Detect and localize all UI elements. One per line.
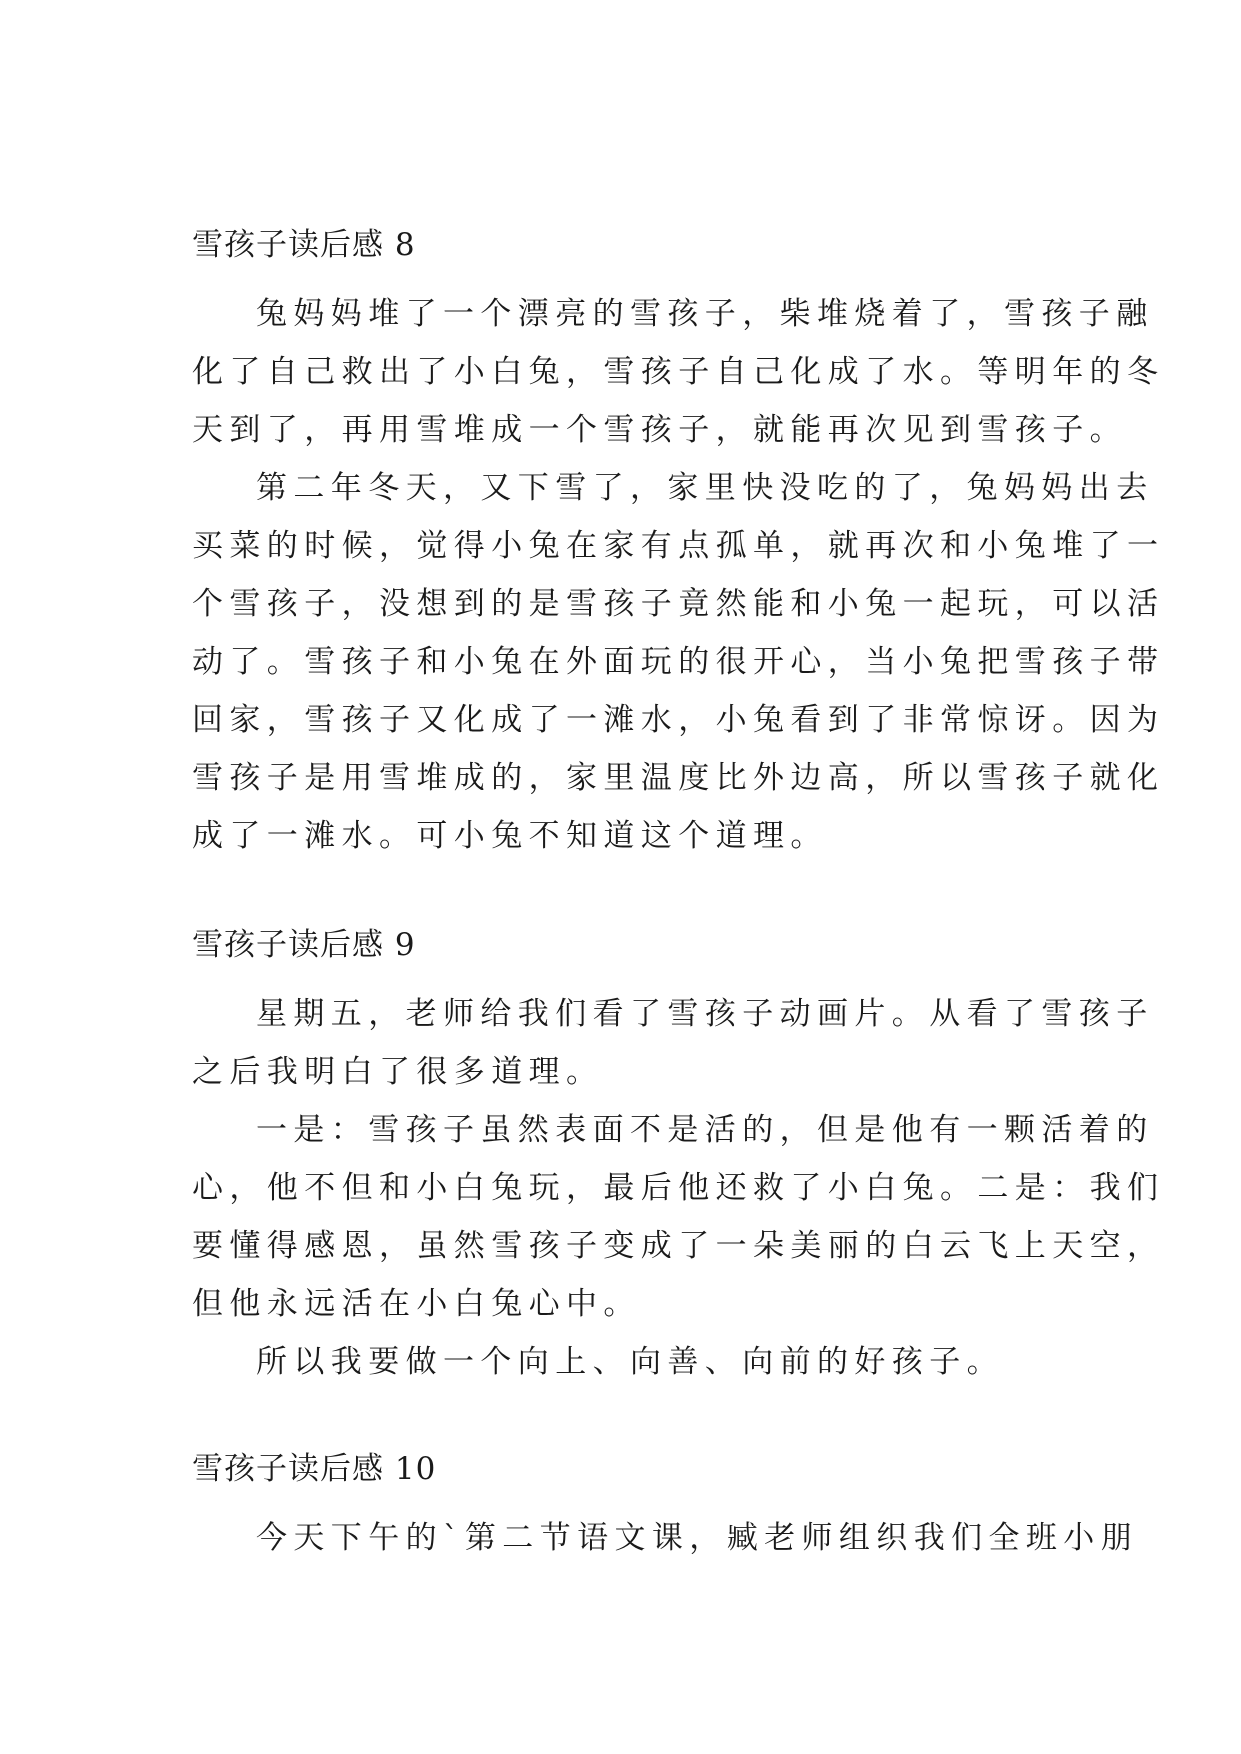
section-8	[192, 224, 1165, 865]
section-heading: 雪孩子读后感 10	[192, 1451, 437, 1487]
section-heading: 雪孩子读后感 8	[192, 227, 416, 263]
section-heading: 雪孩子读后感 9	[192, 927, 416, 963]
text-line: 成了一滩水。可小兔不知道这个道理。	[192, 818, 828, 854]
text-line: 但他永远活在小白兔心中。	[192, 1286, 641, 1322]
text-line: 个雪孩子，没想到的是雪孩子竟然能和小兔一起玩，可以活	[192, 586, 1165, 622]
text-line: 化了自己救出了小白兔，雪孩子自己化成了水。等明年的冬	[192, 354, 1165, 390]
text-line: 所以我要做一个向上、向善、向前的好孩子。	[256, 1344, 1004, 1380]
text-line: 今天下午的`第二节语文课，臧老师组织我们全班小朋	[256, 1520, 1139, 1556]
text-line: 要懂得感恩，虽然雪孩子变成了一朵美丽的白云飞上天空，	[192, 1228, 1165, 1264]
paragraph	[192, 1101, 1165, 1333]
text-line: 心，他不但和小白兔玩，最后他还救了小白兔。二是：我们	[192, 1170, 1165, 1206]
paragraph	[192, 1509, 1139, 1567]
text-line: 动了。雪孩子和小兔在外面玩的很开心，当小兔把雪孩子带	[192, 644, 1165, 680]
paragraph	[192, 285, 1165, 459]
text-line: 一是：雪孩子虽然表面不是活的，但是他有一颗活着的	[256, 1112, 1154, 1148]
text-line: 雪孩子是用雪堆成的，家里温度比外边高，所以雪孩子就化	[192, 760, 1165, 796]
text-line: 天到了，再用雪堆成一个雪孩子，就能再次见到雪孩子。	[192, 412, 1127, 448]
text-line: 买菜的时候，觉得小兔在家有点孤单，就再次和小兔堆了一	[192, 528, 1165, 564]
text-line: 之后我明白了很多道理。	[192, 1054, 604, 1090]
text-line: 第二年冬天，又下雪了，家里快没吃的了，兔妈妈出去	[256, 470, 1154, 506]
text-line: 兔妈妈堆了一个漂亮的雪孩子，柴堆烧着了，雪孩子融	[256, 296, 1154, 332]
section-10	[192, 1448, 1139, 1567]
text-line: 星期五，老师给我们看了雪孩子动画片。从看了雪孩子	[256, 996, 1154, 1032]
text-line: 回家，雪孩子又化成了一滩水，小兔看到了非常惊讶。因为	[192, 702, 1165, 738]
section-9	[192, 924, 1165, 1391]
paragraph	[192, 1333, 1052, 1391]
paragraph	[192, 985, 1154, 1101]
paragraph	[192, 459, 1165, 865]
